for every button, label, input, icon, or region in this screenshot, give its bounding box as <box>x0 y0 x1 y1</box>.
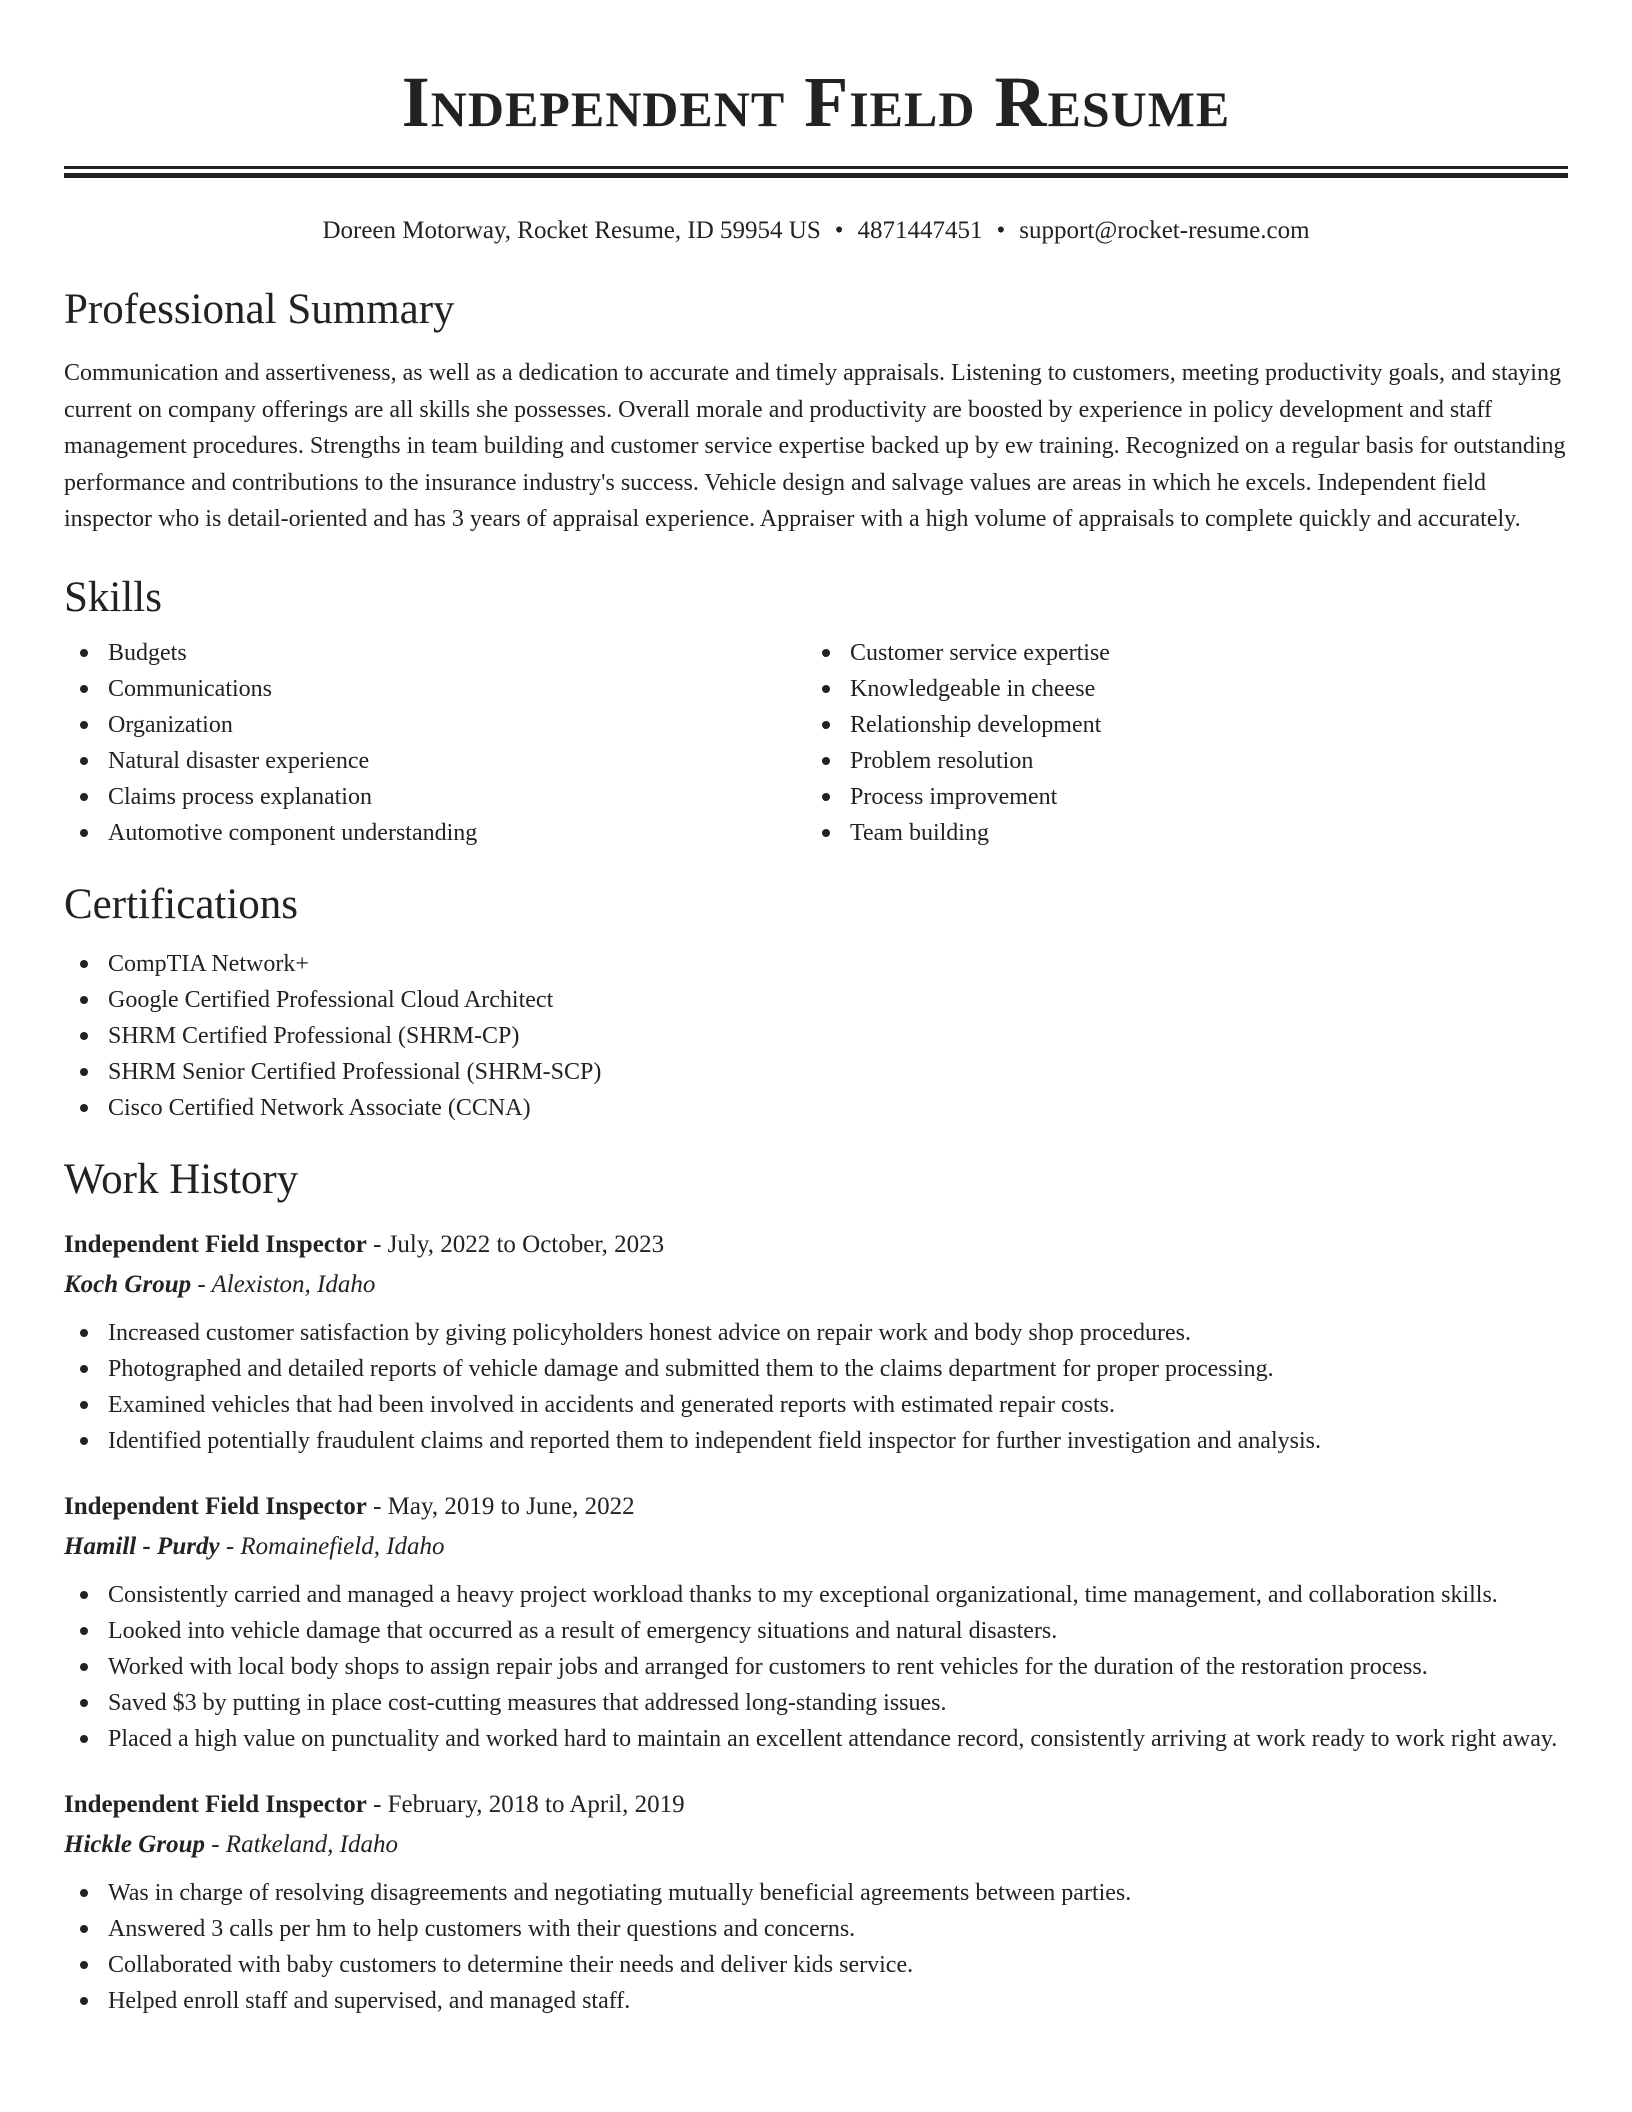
job-bullets <box>64 1577 1568 1757</box>
contact-phone: 4871447451 <box>857 217 983 244</box>
job-location: - Alexiston, Idaho <box>191 1270 376 1298</box>
skills-heading: Skills <box>64 573 162 621</box>
certification-item: Google Certified Professional Cloud Architect <box>64 982 1568 1018</box>
resume-title: Independent Field Resume <box>401 62 1231 142</box>
job-bullet: Was in charge of resolving disagreements and negotiating mutually beneficial agreements between parties. <box>64 1875 1568 1911</box>
job-bullet: Examined vehicles that had been involved in accidents and generated reports with estimated repair costs. <box>64 1387 1568 1423</box>
job-bullet: Increased customer satisfaction by giving policyholders honest advice on repair work and body shop procedures. <box>64 1315 1568 1351</box>
job-company: Hickle Group <box>64 1830 205 1858</box>
job-role: Independent Field Inspector <box>64 1790 367 1818</box>
job-dates: - May, 2019 to June, 2022 <box>366 1492 635 1520</box>
skill-item: Budgets <box>64 635 806 671</box>
summary-text: Communication and assertiveness, as well as a dedication to accurate and timely appraisals. Listening to customers, meeting productivity goals, and staying current on company offerings are all skills she possesses. Overall morale and productivity are boosted by experience in policy development and staff management procedures. Strengths in team building and customer service expertise backed up by ew training. Recognized on a regular basis for outstanding performance and contributions to the insurance industry's success. Vehicle design and salvage values are areas in which he excels. Independent field inspector who is detail-oriented and has 3 years of appraisal experience. Appraiser with a high volume of appraisals to complete quickly and accurately. <box>64 360 1566 532</box>
job-location: - Romainefield, Idaho <box>219 1532 445 1560</box>
job-company: Koch Group <box>64 1270 192 1298</box>
job-company: Hamill - Purdy <box>64 1532 220 1560</box>
skill-item: Problem resolution <box>806 743 1548 779</box>
job-bullet: Answered 3 calls per hm to help customers with their questions and concerns. <box>64 1911 1568 1947</box>
contact-separator: • <box>834 217 844 244</box>
job-dates: - February, 2018 to April, 2019 <box>366 1790 685 1818</box>
skill-item: Customer service expertise <box>806 635 1548 671</box>
job-entry <box>64 1487 1568 1757</box>
skill-item: Communications <box>64 671 806 707</box>
job-bullets <box>64 1315 1568 1459</box>
job-bullet: Consistently carried and managed a heavy project workload thanks to my exceptional organizational, time management, and collaboration skills. <box>64 1577 1568 1613</box>
skills-section <box>64 573 1568 851</box>
certifications-heading: Certifications <box>64 880 299 928</box>
summary-section <box>64 288 1568 538</box>
summary-heading: Professional Summary <box>64 286 455 333</box>
certification-item: SHRM Senior Certified Professional (SHRM-SCP) <box>64 1054 1568 1090</box>
job-title-line <box>64 1785 1568 1825</box>
job-role: Independent Field Inspector <box>64 1230 367 1258</box>
certification-item: Cisco Certified Network Associate (CCNA) <box>64 1090 1568 1126</box>
skill-item: Team building <box>806 815 1548 851</box>
job-dates: - July, 2022 to October, 2023 <box>366 1230 665 1258</box>
job-entry <box>64 1785 1568 2019</box>
job-bullet: Looked into vehicle damage that occurred as a result of emergency situations and natural disasters. <box>64 1613 1568 1649</box>
contact-address: Doreen Motorway, Rocket Resume, ID 59954 US <box>322 217 821 244</box>
job-bullets <box>64 1875 1568 2019</box>
contact-separator: • <box>996 217 1006 244</box>
work-history-heading: Work History <box>64 1155 299 1203</box>
skill-item: Knowledgeable in cheese <box>806 671 1548 707</box>
job-employer-line <box>64 1527 1568 1567</box>
job-entry <box>64 1225 1568 1459</box>
job-location: - Ratkeland, Idaho <box>204 1830 398 1858</box>
job-bullet: Helped enroll staff and supervised, and managed staff. <box>64 1983 1568 2019</box>
job-bullet: Saved $3 by putting in place cost-cutting measures that addressed long-standing issues. <box>64 1685 1568 1721</box>
job-bullet: Worked with local body shops to assign repair jobs and arranged for customers to rent vehicles for the duration of the restoration process. <box>64 1649 1568 1685</box>
work-history-section <box>64 1155 1568 2019</box>
certifications-section <box>64 880 1568 1126</box>
job-title-line <box>64 1225 1568 1265</box>
job-employer-line <box>64 1265 1568 1305</box>
job-bullet: Placed a high value on punctuality and worked hard to maintain an excellent attendance record, consistently arriving at work ready to work right away. <box>64 1721 1568 1757</box>
certification-item: CompTIA Network+ <box>64 946 1568 982</box>
job-title-line <box>64 1487 1568 1527</box>
skills-list-left <box>64 635 806 851</box>
contact-email[interactable]: support@rocket-resume.com <box>1019 217 1310 244</box>
job-bullet: Photographed and detailed reports of vehicle damage and submitted them to the claims department for proper processing. <box>64 1351 1568 1387</box>
skill-item: Automotive component understanding <box>64 815 806 851</box>
skill-item: Process improvement <box>806 779 1548 815</box>
skill-item: Claims process explanation <box>64 779 806 815</box>
skills-list-right <box>806 635 1548 851</box>
job-employer-line <box>64 1825 1568 1865</box>
certifications-list <box>64 946 1568 1126</box>
skill-item: Natural disaster experience <box>64 743 806 779</box>
job-role: Independent Field Inspector <box>64 1492 367 1520</box>
skill-item: Organization <box>64 707 806 743</box>
contact-line <box>64 214 1568 248</box>
job-bullet: Identified potentially fraudulent claims and reported them to independent field inspector for further investigation and analysis. <box>64 1423 1568 1459</box>
certification-item: SHRM Certified Professional (SHRM-CP) <box>64 1018 1568 1054</box>
skills-columns <box>64 635 1568 851</box>
skill-item: Relationship development <box>806 707 1548 743</box>
job-bullet: Collaborated with baby customers to determine their needs and deliver kids service. <box>64 1947 1568 1983</box>
title-divider <box>64 166 1568 178</box>
